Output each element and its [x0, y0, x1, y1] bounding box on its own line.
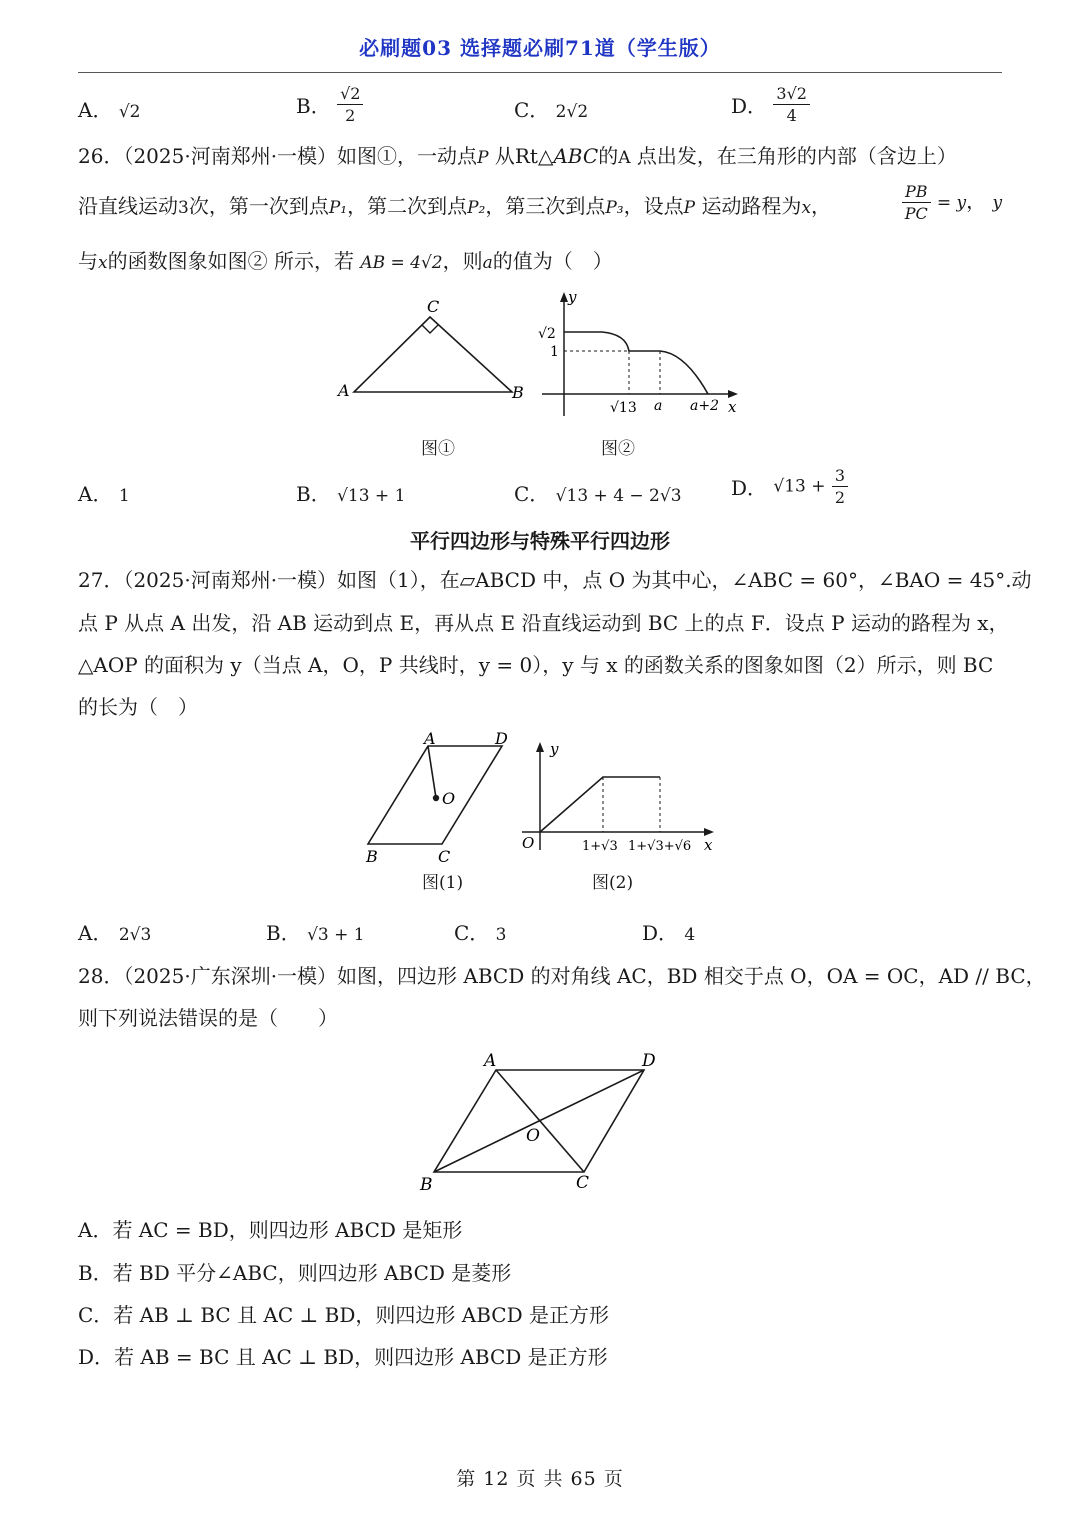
option-letter: D．: [642, 921, 679, 945]
q26-line-2: [78, 196, 831, 217]
q28-line-2: 则下列说法错误的是（ ）: [78, 1006, 338, 1030]
q26-figure-1: [330, 292, 530, 412]
label-a: A: [484, 1051, 497, 1071]
q27-option-b[interactable]: [266, 917, 365, 946]
header-divider: [78, 72, 1002, 73]
option-letter: A．: [78, 482, 113, 506]
option-letter: C．: [514, 98, 550, 122]
q26-ab-equation: AB = 4√2: [360, 253, 443, 273]
q27-option-c[interactable]: [454, 917, 507, 946]
q26-text: 的值为（ ）: [492, 249, 613, 273]
label-c: C: [438, 847, 451, 866]
q28-option-c[interactable]: C．若 AB ⊥ BC 且 AC ⊥ BD，则四边形 ABCD 是正方形: [78, 1303, 609, 1327]
q26-var-p: P: [477, 148, 489, 168]
triangle-abc: [354, 317, 512, 392]
q26-text: 的函数图象如图② 所示，若: [107, 249, 354, 273]
q26-var-a: a: [482, 253, 493, 273]
option-expr: √3 + 1: [307, 925, 365, 945]
point-o: [433, 795, 439, 801]
q26-num-3: 3: [178, 198, 189, 218]
label-a: A: [338, 381, 350, 400]
x-axis-arrow: [704, 828, 714, 836]
option-expr: 4: [684, 925, 696, 945]
label-b: B: [366, 847, 378, 866]
label-c: C: [576, 1173, 590, 1193]
q26-var-x: x: [98, 253, 108, 273]
q26-text: ，设点: [623, 194, 684, 218]
fraction-numerator: 3: [832, 466, 848, 487]
q26-option-b[interactable]: [296, 478, 405, 507]
q28-option-a[interactable]: A．若 AC = BD，则四边形 ABCD 是矩形: [78, 1218, 463, 1242]
x-axis-arrow: [728, 390, 738, 398]
q27-figure-1: [358, 730, 528, 870]
q26-var-p: P: [683, 198, 696, 218]
q27-figure-2-caption: 图(2): [592, 873, 634, 893]
tick-a-plus-2: a+2: [690, 398, 719, 414]
label-d: D: [642, 1051, 656, 1071]
q26-figure-2: [530, 288, 750, 420]
q26-text: ，第三次到点: [485, 194, 606, 218]
q26-triangle: ABC: [553, 144, 599, 168]
option-expr: √13 + 4 − 2√3: [555, 486, 682, 506]
q26-text: 运动路程为: [701, 194, 802, 218]
y-axis-arrow: [560, 292, 568, 302]
q26-ratio-fraction: [902, 182, 931, 223]
label-o: O: [526, 1126, 540, 1146]
q26-option-a[interactable]: [78, 478, 130, 507]
option-letter: A．: [78, 98, 113, 122]
q26-text: 从Rt△: [494, 144, 554, 168]
option-letter: C．: [514, 482, 550, 506]
q26-ratio-rhs: = y: [936, 193, 967, 214]
fraction-denominator: 2: [345, 106, 356, 126]
page-header-title: 必刷题03 选择题必刷71道（学生版）: [359, 36, 721, 60]
q27-figure-1-caption: 图(1): [422, 873, 464, 893]
q26-text: ，: [811, 194, 832, 218]
option-letter: B．: [266, 921, 301, 945]
q28-line-1: 28．（2025·广东深圳·一模）如图，四边形 ABCD 的对角线 AC，BD 相交于点 O，OA = OC，AD // BC，: [78, 964, 1046, 988]
fraction-numerator: PB: [902, 182, 931, 203]
q28-figure: [414, 1046, 670, 1196]
tick-1: 1+√3: [582, 839, 618, 854]
option-expr: √2: [118, 102, 141, 122]
q27-option-a[interactable]: [78, 917, 151, 946]
tick-a: a: [654, 398, 663, 414]
tick-sqrt13: √13: [610, 400, 637, 416]
right-angle-mark: [422, 325, 438, 333]
option-fraction: [773, 84, 810, 125]
q26-point-a: A: [618, 148, 631, 168]
q26-line-3: [78, 251, 613, 272]
function-curve: [564, 332, 708, 394]
option-expr: 3: [495, 925, 507, 945]
option-letter: C．: [454, 921, 490, 945]
q27-option-d[interactable]: [642, 917, 695, 946]
fraction-numerator: 3√2: [773, 84, 810, 105]
q26-var-y: y: [992, 193, 1003, 214]
fraction-denominator: PC: [904, 204, 928, 224]
y-axis-arrow: [536, 742, 544, 752]
q27-figure-2: [516, 738, 726, 858]
option-expr: √13 + 1: [337, 486, 406, 506]
q26-option-c[interactable]: [514, 478, 682, 507]
tick-1: 1: [550, 344, 559, 360]
option-fraction: [337, 84, 363, 125]
origin-label: O: [522, 834, 535, 852]
option-letter: B．: [296, 94, 331, 119]
q26-p2: P₂: [467, 198, 486, 218]
function-graph: [540, 777, 660, 832]
q28-option-b[interactable]: B．若 BD 平分∠ABC，则四边形 ABCD 是菱形: [78, 1261, 512, 1285]
q25-option-d[interactable]: [731, 84, 810, 125]
q27-line-2: 点 P 从点 A 出发，沿 AB 运动到点 E，再从点 E 沿直线运动到 BC 上的点 F．设点 P 运动的路程为 x，: [78, 611, 1009, 635]
label-b: B: [512, 383, 524, 402]
q26-p1: P₁: [328, 198, 348, 218]
option-letter: A．: [78, 921, 113, 945]
option-expr: √13 +: [773, 476, 826, 497]
q26-p3: P₃: [605, 198, 624, 218]
q25-option-a[interactable]: [78, 94, 140, 123]
option-expr: 2√2: [555, 102, 589, 122]
option-fraction: [832, 466, 848, 507]
axis-label-x: x: [728, 398, 737, 416]
q26-figure-2-caption: 图②: [601, 439, 635, 459]
label-d: D: [495, 730, 508, 748]
option-expr: 2√3: [118, 925, 152, 945]
label-a: A: [424, 730, 436, 748]
section-title: 平行四边形与特殊平行四边形: [410, 529, 670, 553]
q28-option-d[interactable]: D．若 AB = BC 且 AC ⊥ BD，则四边形 ABCD 是正方形: [78, 1345, 608, 1369]
option-expr: 1: [118, 486, 130, 506]
axis-label-y: y: [550, 740, 559, 758]
q26-text: 次，第一次到点: [188, 194, 329, 218]
q26-text: ，第二次到点: [347, 194, 468, 218]
fraction-denominator: 2: [834, 488, 846, 508]
q26-line-1: [78, 146, 957, 167]
fraction-numerator: √2: [337, 84, 363, 105]
label-b: B: [420, 1175, 433, 1195]
q27-line-4: 的长为（ ）: [78, 695, 198, 719]
q27-line-3: △AOP 的面积为 y（当点 A，O，P 共线时，y = 0），y 与 x 的函数关系的图象如图（2）所示，则 BC: [78, 653, 994, 677]
q26-option-d[interactable]: [731, 466, 848, 507]
option-letter: D．: [731, 94, 768, 119]
q26-ratio: [902, 182, 1002, 223]
q26-text: 与: [78, 249, 98, 273]
q26-text: 沿直线运动: [78, 194, 178, 218]
segment-ao: [428, 746, 436, 798]
label-o: O: [442, 789, 456, 808]
page-footer: 第 12 页 共 65 页: [456, 1468, 624, 1490]
tick-sqrt2: √2: [538, 326, 556, 342]
q25-option-c[interactable]: [514, 94, 588, 123]
axis-label-y: y: [568, 288, 577, 306]
q26-text: ，: [966, 189, 987, 214]
q26-var-x: x: [801, 198, 812, 218]
q26-text: 点出发，在三角形的内部（含边上）: [636, 144, 957, 168]
option-letter: D．: [731, 476, 768, 501]
q27-line-1: 27．（2025·河南郑州·一模）如图（1），在▱ABCD 中，点 O 为其中心，∠ABC = 60°，∠BAO = 45°.动: [78, 568, 1032, 592]
q26-text: 26．（2025·河南郑州·一模）如图①，一动点: [78, 144, 478, 168]
option-letter: B．: [296, 482, 331, 506]
tick-2: 1+√3+√6: [628, 839, 692, 854]
label-c: C: [427, 297, 440, 316]
q26-text: 的: [598, 144, 619, 168]
q26-figure-1-caption: 图①: [421, 439, 455, 459]
q26-text: ，则: [442, 249, 483, 273]
fraction-denominator: 4: [786, 106, 797, 126]
axis-label-x: x: [704, 836, 713, 854]
q25-option-b[interactable]: [296, 84, 363, 125]
